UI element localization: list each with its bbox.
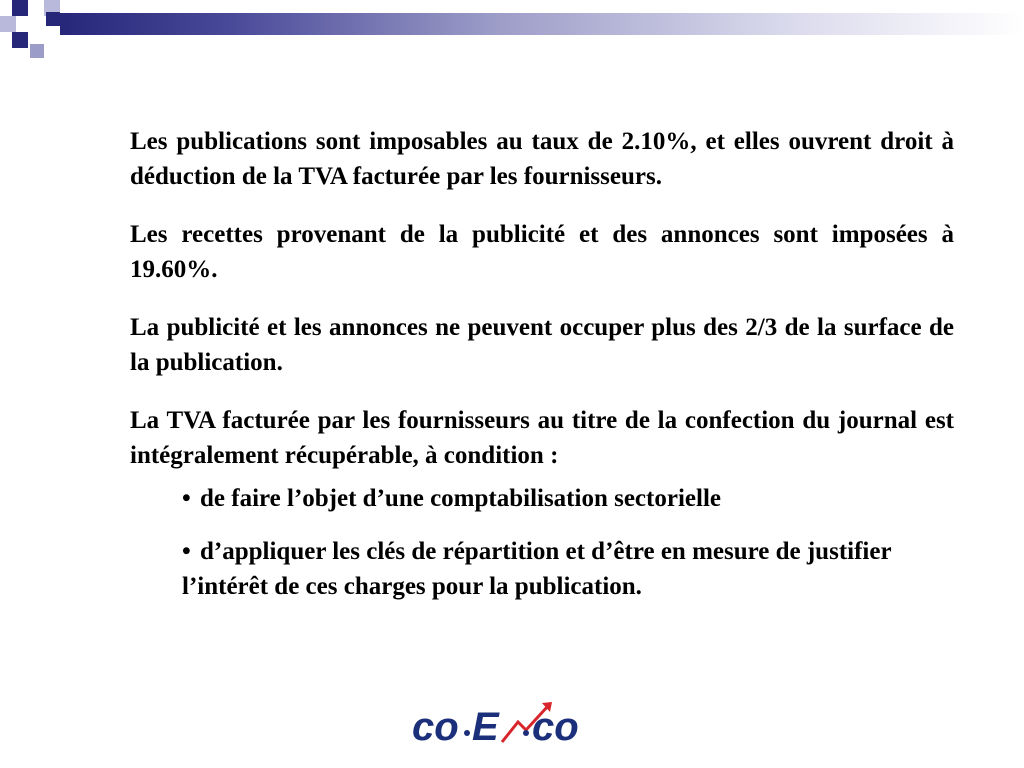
- deco-square: [12, 32, 28, 48]
- paragraph-advertising-revenue: Les recettes provenant de la publicité et des annonces sont imposées à 19.60%.: [130, 221, 954, 283]
- deco-square: [0, 16, 16, 32]
- paragraph-vat-recovery: La TVA facturée par les fournisseurs au titre de la confection du journal est intégralement récupérable, à condition :: [130, 407, 954, 469]
- bullet-item: [182, 481, 922, 516]
- paragraph-surface-limit: La publicité et les annonces ne peuvent occuper plus des 2/3 de la surface de la publication.: [130, 314, 954, 376]
- deco-square: [30, 44, 44, 58]
- logo-text-co-left: co: [412, 705, 459, 749]
- header-gradient-bar: [60, 13, 1024, 35]
- deco-square: [12, 0, 28, 16]
- bullet-icon: •: [182, 538, 191, 565]
- bullet-icon: •: [182, 485, 191, 512]
- logo-text-e: E: [472, 705, 499, 749]
- coexco-logo: [406, 688, 588, 758]
- logo-dot: [464, 730, 470, 736]
- logo-text-co-right: co: [532, 705, 579, 749]
- slide-body: [130, 124, 954, 622]
- deco-square: [28, 0, 44, 16]
- header-decoration: [0, 0, 1024, 70]
- logo-graphic: [406, 688, 588, 758]
- bullet-text: d’appliquer les clés de répartition et d’être en mesure de justifier l’intérêt de ces charges pour la publication.: [182, 538, 892, 600]
- logo-dot: [523, 730, 529, 736]
- deco-square: [16, 16, 30, 30]
- bullet-item: [182, 534, 922, 604]
- deco-square: [46, 12, 60, 26]
- paragraph-tax-rate: Les publications sont imposables au taux de 2.10%, et elles ouvrent droit à déduction de la TVA facturée par les fournisseurs.: [130, 128, 954, 190]
- bullet-text: de faire l’objet d’une comptabilisation sectorielle: [200, 485, 721, 512]
